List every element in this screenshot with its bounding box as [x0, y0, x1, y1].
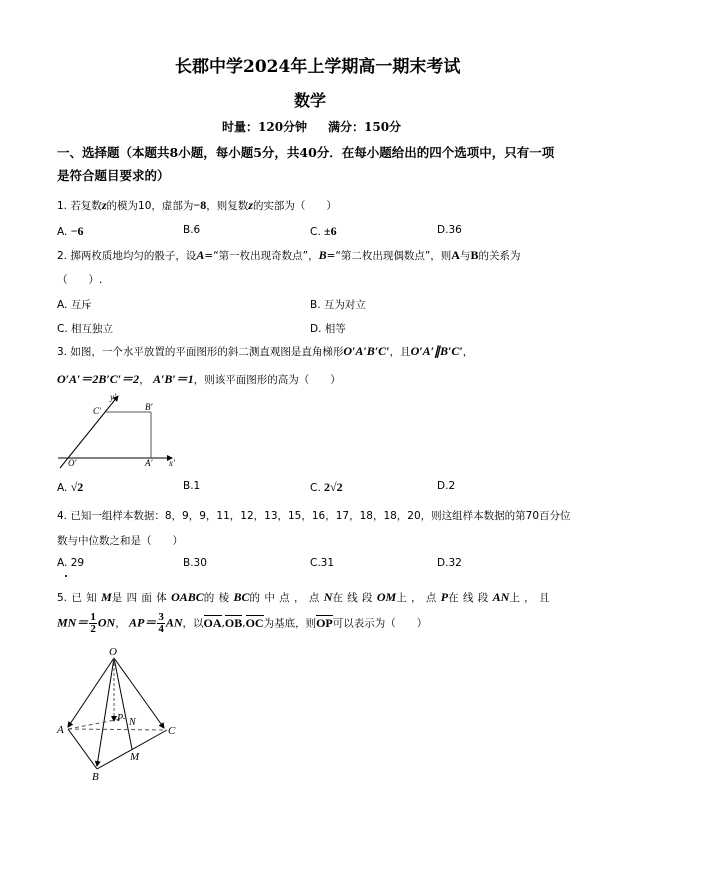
- question-3-option-b[interactable]: B.1: [183, 480, 201, 492]
- stray-dot: [65, 575, 67, 577]
- label-b: B′: [145, 402, 153, 412]
- label-p: P: [117, 713, 124, 724]
- question-3-figure-trapezoid: [52, 390, 187, 470]
- question-2-stem: 2. 掷两枚质地均匀的骰子，设A=“第一枚出现奇数点”，B=“第二枚出现偶数点”，则A与B的关系为: [57, 248, 521, 262]
- section-heading-line2: 是符合题目要求的）: [57, 168, 170, 183]
- exam-title: 长郡中学2024年上学期高一期末考试: [175, 57, 461, 77]
- question-4-option-a[interactable]: A. 29: [57, 557, 85, 569]
- question-1-option-d[interactable]: D.36: [437, 224, 462, 236]
- question-2-option-b[interactable]: B. 互为对立: [310, 299, 366, 311]
- label-c: C: [168, 725, 176, 737]
- question-1-option-b[interactable]: B.6: [183, 224, 201, 236]
- question-3-stem: 3. 如图，一个水平放置的平面图形的斜二测直观图是直角梯形O′A′B′C′，且O′A′∥B′C′，: [57, 344, 474, 358]
- label-x: x′: [169, 458, 175, 468]
- label-a: A: [57, 724, 64, 736]
- label-a: A′: [145, 458, 153, 468]
- question-4-stem-line2: 数与中位数之和是（ ）: [57, 535, 183, 547]
- question-3-option-c[interactable]: C. 2√2: [310, 480, 343, 494]
- label-c: C′: [93, 406, 101, 416]
- question-1-option-a[interactable]: A. −6: [57, 224, 84, 238]
- exam-subject: 数学: [294, 91, 327, 110]
- question-4-option-b[interactable]: B.30: [183, 557, 207, 569]
- section-heading-line1: 一、选择题（本题共8小题，每小题5分，共40分．在每小题给出的四个选项中，只有一项: [57, 145, 555, 160]
- label-b: B: [92, 771, 99, 783]
- question-5-stem: 5. 已 知 M是 四 面 体 OABC的 棱 BC的 中 点 ， 点 N在 线 段 OM上 ， 点 P在 线 段 AN上 ， 且: [57, 590, 550, 604]
- label-y: y′: [110, 392, 116, 402]
- question-1-stem: 1. 若复数z的模为10，虚部为−8，则复数z的实部为（ ）: [57, 198, 337, 212]
- question-3-option-a[interactable]: A. √2: [57, 480, 84, 494]
- question-4-option-d[interactable]: D.32: [437, 557, 462, 569]
- label-m: M: [130, 751, 140, 763]
- question-3-stem-line2: O′A′＝2B′C′＝2， A′B′＝1，则该平面图形的高为（ ）: [57, 372, 341, 386]
- question-5-figure-tetrahedron: [55, 643, 190, 783]
- question-2-stem-line2: （ ）.: [57, 274, 103, 286]
- exam-full-score: 满分：150分: [328, 120, 402, 134]
- question-2-option-d[interactable]: D. 相等: [310, 323, 346, 335]
- question-1-option-c[interactable]: C. ±6: [310, 224, 337, 238]
- question-4-stem: 4. 已知一组样本数据：8，9，9，11，12，13，15，16，17，18，18，20，则这组样本数据的第70百分位: [57, 510, 571, 522]
- exam-time: 时量：120分钟: [222, 120, 308, 134]
- label-o: O: [109, 646, 117, 658]
- label-n: N: [129, 717, 136, 728]
- question-5-stem-line2: MN＝ $\frac{1}{2}$ ON， AP＝ $\frac{3}{4}$ AN，以OA,OB,OC为基底，则OP可以表示为（ ）: [57, 611, 428, 635]
- question-2-option-a[interactable]: A. 互斥: [57, 299, 92, 311]
- question-4-option-c[interactable]: C.31: [310, 557, 335, 569]
- question-3-option-d[interactable]: D.2: [437, 480, 456, 492]
- question-2-option-c[interactable]: C. 相互独立: [57, 323, 114, 335]
- label-o: O′: [68, 458, 77, 468]
